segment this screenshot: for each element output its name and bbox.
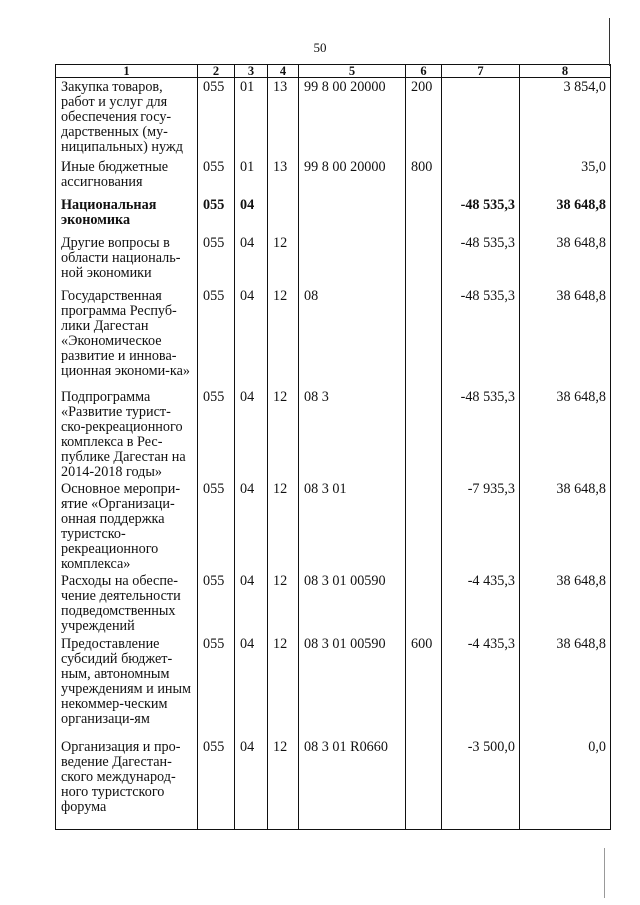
cell-ministry: 055 (198, 635, 235, 738)
cell-subsection (268, 196, 299, 234)
column-header: 4 (268, 65, 299, 78)
budget-table (55, 64, 611, 830)
cell-section: 04 (235, 388, 268, 480)
cell-section: 04 (235, 234, 268, 287)
column-header: 2 (198, 65, 235, 78)
cell-target-article: 99 8 00 20000 (299, 78, 406, 158)
cell-amount: 3 854,0 (520, 78, 611, 158)
table-row (56, 480, 611, 572)
cell-ministry: 055 (198, 388, 235, 480)
cell-subsection: 12 (268, 635, 299, 738)
cell-amount: 38 648,8 (520, 388, 611, 480)
cell-section: 04 (235, 287, 268, 388)
cell-ministry: 055 (198, 287, 235, 388)
header-row (56, 65, 611, 78)
cell-ministry: 055 (198, 738, 235, 830)
row-name: Предоставление субсидий бюджет-ным, автономным учреждениям и иным некоммер-ческим организаци-ям (56, 635, 198, 738)
cell-change (442, 158, 520, 196)
cell-ministry: 055 (198, 196, 235, 234)
row-name: Национальная экономика (56, 196, 198, 234)
cell-subsection: 12 (268, 388, 299, 480)
cell-ministry: 055 (198, 78, 235, 158)
cell-amount: 38 648,8 (520, 287, 611, 388)
column-header: 8 (520, 65, 611, 78)
cell-target-article (299, 196, 406, 234)
cell-section: 04 (235, 635, 268, 738)
cell-ministry: 055 (198, 158, 235, 196)
cell-subsection: 12 (268, 480, 299, 572)
table-row (56, 78, 611, 158)
column-header: 5 (299, 65, 406, 78)
cell-ministry: 055 (198, 572, 235, 635)
table-row (56, 388, 611, 480)
cell-amount: 0,0 (520, 738, 611, 830)
table-row (56, 234, 611, 287)
cell-target-article: 99 8 00 20000 (299, 158, 406, 196)
cell-subsection: 12 (268, 287, 299, 388)
row-name: Закупка товаров, работ и услуг для обеспечения госу-дарственных (му-ниципальных) нужд (56, 78, 198, 158)
cell-target-article: 08 3 01 00590 (299, 635, 406, 738)
cell-ministry: 055 (198, 480, 235, 572)
cell-expense-type (406, 480, 442, 572)
table-row (56, 738, 611, 830)
cell-subsection: 12 (268, 738, 299, 830)
cell-change: -4 435,3 (442, 635, 520, 738)
table-row (56, 572, 611, 635)
cell-section: 01 (235, 78, 268, 158)
cell-expense-type (406, 738, 442, 830)
cell-expense-type (406, 234, 442, 287)
cell-target-article: 08 (299, 287, 406, 388)
cell-expense-type: 800 (406, 158, 442, 196)
cell-expense-type (406, 388, 442, 480)
cell-amount: 38 648,8 (520, 196, 611, 234)
cell-section: 04 (235, 572, 268, 635)
cell-amount: 38 648,8 (520, 480, 611, 572)
column-header: 1 (56, 65, 198, 78)
row-name: Иные бюджетные ассигнования (56, 158, 198, 196)
row-name: Расходы на обеспе-чение деятельности подведомственных учреждений (56, 572, 198, 635)
cell-section: 04 (235, 196, 268, 234)
cell-expense-type (406, 196, 442, 234)
scan-edge-line (609, 18, 610, 66)
row-name: Организация и про-ведение Дагестан-ского международ-ного туристского форума (56, 738, 198, 830)
column-header: 3 (235, 65, 268, 78)
row-name: Подпрограмма «Развитие турист-ско-рекреационного комплекса в Рес-публике Дагестан на 2014-2018 годы» (56, 388, 198, 480)
cell-target-article (299, 234, 406, 287)
cell-target-article: 08 3 (299, 388, 406, 480)
table-row (56, 158, 611, 196)
cell-change: -48 535,3 (442, 234, 520, 287)
cell-target-article: 08 3 01 R0660 (299, 738, 406, 830)
column-header: 6 (406, 65, 442, 78)
cell-subsection: 12 (268, 234, 299, 287)
cell-ministry: 055 (198, 234, 235, 287)
cell-amount: 38 648,8 (520, 635, 611, 738)
cell-amount: 35,0 (520, 158, 611, 196)
row-name: Государственная программа Респуб-лики Дагестан «Экономическое развитие и иннова-ционная экономи-ка» (56, 287, 198, 388)
cell-amount: 38 648,8 (520, 572, 611, 635)
row-name: Другие вопросы в области националь-ной экономики (56, 234, 198, 287)
cell-amount: 38 648,8 (520, 234, 611, 287)
table-row (56, 287, 611, 388)
cell-subsection: 13 (268, 78, 299, 158)
scan-edge-line (604, 848, 605, 898)
cell-subsection: 12 (268, 572, 299, 635)
cell-change: -4 435,3 (442, 572, 520, 635)
table-row (56, 635, 611, 738)
cell-subsection: 13 (268, 158, 299, 196)
cell-section: 01 (235, 158, 268, 196)
cell-expense-type: 200 (406, 78, 442, 158)
cell-expense-type: 600 (406, 635, 442, 738)
row-name: Основное меропри-ятие «Организаци-онная поддержка туристско-рекреационного комплекса» (56, 480, 198, 572)
cell-section: 04 (235, 738, 268, 830)
cell-change: -48 535,3 (442, 196, 520, 234)
cell-change (442, 78, 520, 158)
cell-section: 04 (235, 480, 268, 572)
cell-target-article: 08 3 01 (299, 480, 406, 572)
cell-change: -7 935,3 (442, 480, 520, 572)
page-number: 50 (313, 40, 327, 55)
cell-change: -48 535,3 (442, 388, 520, 480)
cell-target-article: 08 3 01 00590 (299, 572, 406, 635)
cell-expense-type (406, 572, 442, 635)
cell-change: -48 535,3 (442, 287, 520, 388)
column-header: 7 (442, 65, 520, 78)
cell-change: -3 500,0 (442, 738, 520, 830)
table-row (56, 196, 611, 234)
cell-expense-type (406, 287, 442, 388)
